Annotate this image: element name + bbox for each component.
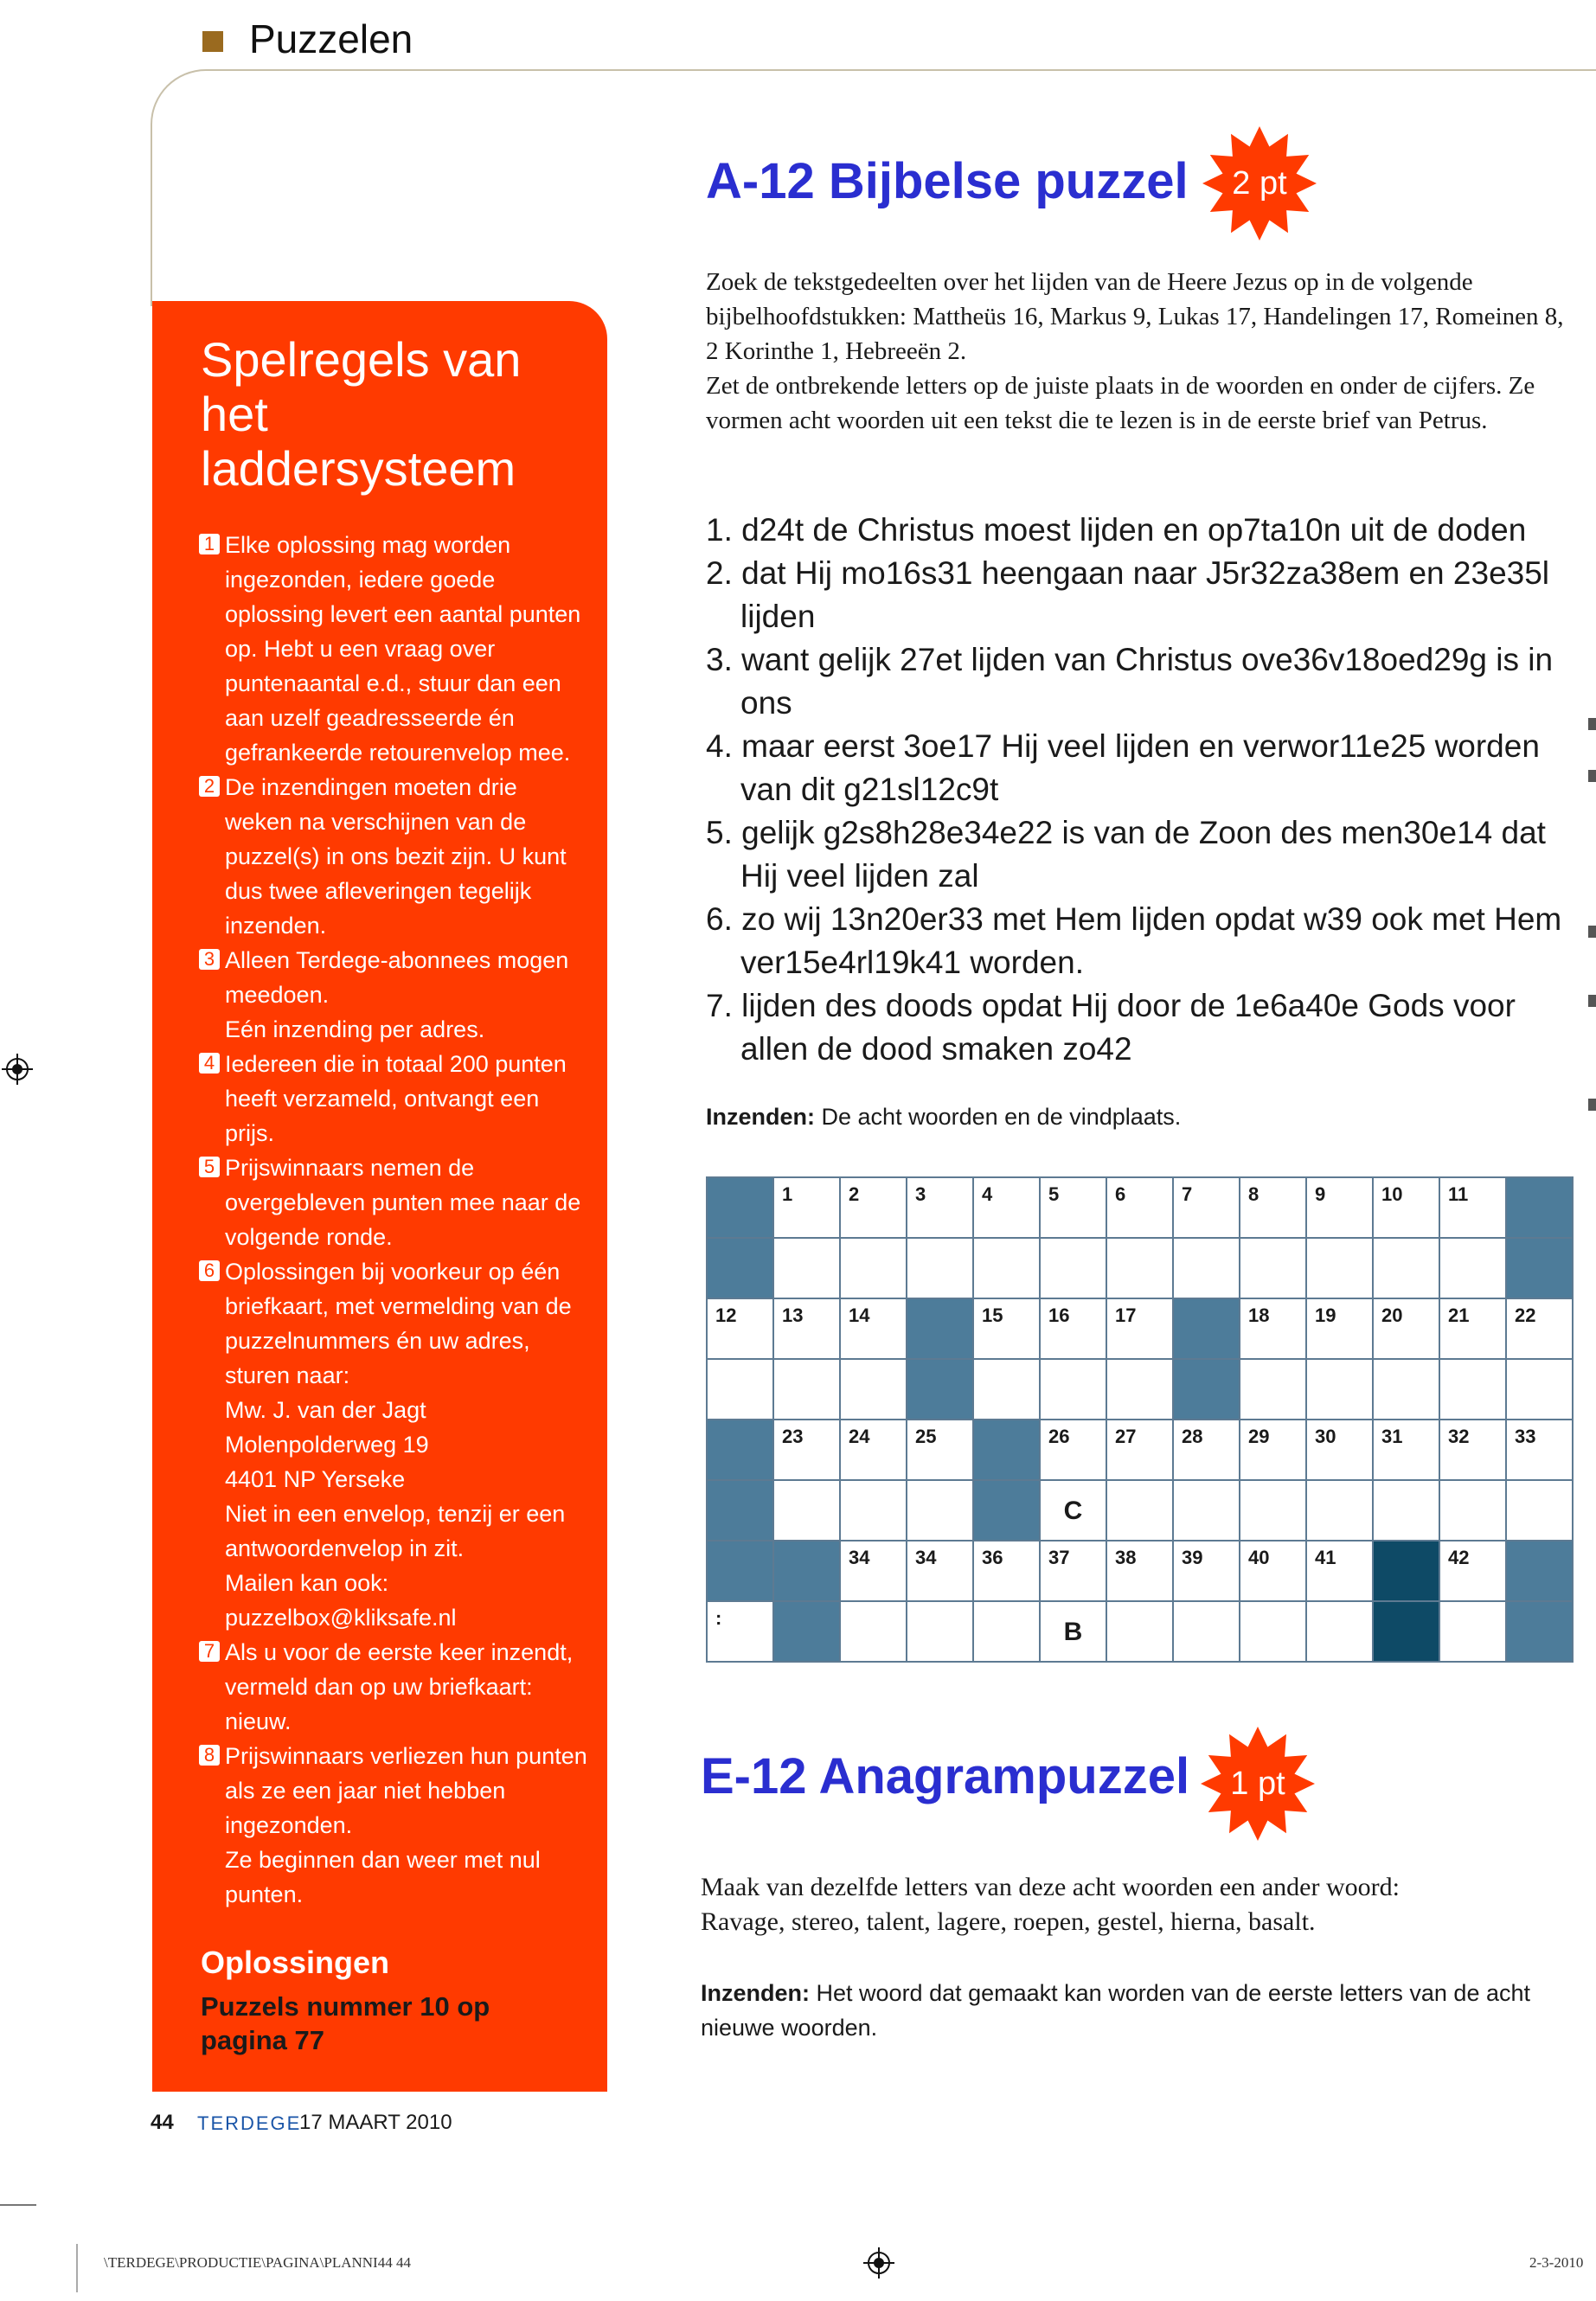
grid-cell[interactable] bbox=[773, 1238, 840, 1298]
cell-number: 31 bbox=[1381, 1426, 1403, 1447]
grid-block bbox=[1373, 1541, 1439, 1601]
grid-cell[interactable] bbox=[973, 1238, 1040, 1298]
submit-label: Inzenden: bbox=[701, 1980, 810, 2006]
cell-number: 11 bbox=[1448, 1183, 1469, 1205]
grid-block bbox=[1506, 1601, 1573, 1662]
grid-row bbox=[707, 1298, 1573, 1359]
cell-number: 14 bbox=[849, 1304, 870, 1326]
grid-cell[interactable] bbox=[907, 1238, 973, 1298]
rule-extra-line: Molenpolderweg 19 bbox=[225, 1432, 429, 1458]
grid-cell[interactable] bbox=[1173, 1238, 1240, 1298]
grid-cell[interactable] bbox=[1373, 1359, 1439, 1420]
grid-cell[interactable] bbox=[1506, 1420, 1573, 1480]
grid-cell[interactable] bbox=[1373, 1177, 1439, 1238]
cell-number: 25 bbox=[915, 1426, 937, 1447]
grid-cell[interactable] bbox=[1173, 1420, 1240, 1480]
clue-item: 6. zo wij 13n20er33 met Hem lijden opdat w39 ook met Hem ver15e4rl19k41 worden. bbox=[706, 901, 1562, 980]
puzzle-a-intro bbox=[706, 265, 1575, 438]
grid-block bbox=[1173, 1298, 1240, 1359]
grid-cell[interactable] bbox=[1373, 1238, 1439, 1298]
grid-row bbox=[707, 1359, 1573, 1420]
grid-cell[interactable] bbox=[707, 1298, 773, 1359]
grid-cell[interactable] bbox=[1306, 1480, 1373, 1541]
grid-block bbox=[707, 1541, 773, 1601]
grid-cell[interactable] bbox=[1173, 1601, 1240, 1662]
grid-cell[interactable] bbox=[1373, 1480, 1439, 1541]
grid-cell[interactable] bbox=[707, 1359, 773, 1420]
cell-number: 12 bbox=[715, 1304, 737, 1326]
grid-cell[interactable] bbox=[1506, 1359, 1573, 1420]
cell-number: 34 bbox=[849, 1547, 870, 1568]
rule-number: 7 bbox=[199, 1641, 220, 1662]
cell-letter: C bbox=[1063, 1497, 1083, 1525]
grid-cell[interactable] bbox=[773, 1420, 840, 1480]
grid-cell[interactable] bbox=[707, 1601, 773, 1662]
cell-number: 34 bbox=[915, 1547, 937, 1568]
intro-paragraph: Ravage, stereo, talent, lagere, roepen, gestel, hierna, basalt. bbox=[701, 1907, 1316, 1936]
grid-cell[interactable] bbox=[1106, 1601, 1173, 1662]
rule-extra-line: Eén inzending per adres. bbox=[225, 1016, 485, 1042]
grid-cell[interactable] bbox=[1040, 1480, 1106, 1541]
grid-cell[interactable] bbox=[1240, 1359, 1306, 1420]
rule-number: 1 bbox=[199, 534, 220, 554]
grid-block bbox=[773, 1601, 840, 1662]
grid-cell[interactable] bbox=[1106, 1177, 1173, 1238]
rule-item bbox=[199, 943, 588, 1047]
rule-number: 5 bbox=[199, 1157, 220, 1177]
grid-row bbox=[707, 1601, 1573, 1662]
grid-block bbox=[1506, 1238, 1573, 1298]
cell-number: 37 bbox=[1048, 1547, 1070, 1568]
rule-text: Oplossingen bij voorkeur op één briefkaart, met vermelding van de puzzelnummers én uw adres, sturen naar: bbox=[225, 1259, 572, 1388]
cell-number: 17 bbox=[1115, 1304, 1137, 1326]
cell-number: 15 bbox=[982, 1304, 1003, 1326]
grid-cell[interactable] bbox=[1173, 1480, 1240, 1541]
grid-cell[interactable] bbox=[1439, 1601, 1506, 1662]
edge-fragment bbox=[1588, 926, 1596, 938]
grid-cell[interactable] bbox=[1040, 1238, 1106, 1298]
cell-number: 13 bbox=[782, 1304, 804, 1326]
grid-cell[interactable] bbox=[1240, 1541, 1306, 1601]
grid-block bbox=[1506, 1177, 1573, 1238]
magazine-name: TERDEGE bbox=[197, 2112, 302, 2134]
cell-number: 21 bbox=[1448, 1304, 1470, 1326]
grid-cell[interactable] bbox=[1106, 1541, 1173, 1601]
grid-cell[interactable] bbox=[973, 1177, 1040, 1238]
grid-cell[interactable] bbox=[773, 1177, 840, 1238]
crop-mark bbox=[0, 2204, 36, 2206]
crop-mark bbox=[76, 2244, 78, 2292]
rule-extra-line: Mw. J. van der Jagt bbox=[225, 1397, 426, 1423]
rule-text: Prijswinnaars verliezen hun punten als ze een jaar niet hebben ingezonden. bbox=[225, 1743, 587, 1838]
clue-item: 5. gelijk g2s8h28e34e22 is van de Zoon des men30e14 dat Hij veel lijden zal bbox=[706, 815, 1546, 894]
page-number: 44 bbox=[151, 2111, 174, 2134]
grid-cell[interactable] bbox=[973, 1359, 1040, 1420]
rule-number: 4 bbox=[199, 1053, 220, 1074]
cell-number: 4 bbox=[982, 1183, 993, 1205]
rule-item bbox=[199, 528, 588, 770]
rule-text: Alleen Terdege-abonnees mogen meedoen. bbox=[225, 947, 569, 1008]
grid-cell[interactable] bbox=[1306, 1177, 1373, 1238]
rule-extra-line: Niet in een envelop, tenzij er een antwoordenvelop in zit. bbox=[225, 1501, 566, 1561]
rule-extra-line: 4401 NP Yerseke bbox=[225, 1466, 406, 1492]
edge-fragment bbox=[1588, 718, 1596, 730]
grid-cell[interactable] bbox=[840, 1359, 907, 1420]
grid-cell[interactable] bbox=[1106, 1298, 1173, 1359]
grid-cell[interactable] bbox=[1040, 1298, 1106, 1359]
grid-cell[interactable] bbox=[1439, 1420, 1506, 1480]
cell-letter: B bbox=[1063, 1618, 1083, 1646]
registration-mark-icon bbox=[2, 1054, 33, 1085]
print-slug-date: 2-3-2010 bbox=[1529, 2254, 1584, 2271]
grid-cell[interactable] bbox=[1106, 1238, 1173, 1298]
grid-cell[interactable] bbox=[1306, 1420, 1373, 1480]
grid-cell[interactable] bbox=[773, 1480, 840, 1541]
grid-cell[interactable] bbox=[907, 1541, 973, 1601]
intro-paragraph: Maak van dezelfde letters van deze acht woorden een ander woord: bbox=[701, 1873, 1400, 1901]
cell-number: 41 bbox=[1315, 1547, 1336, 1568]
rules-sidebar bbox=[152, 301, 607, 2092]
puzzle-a-title: A-12 Bijbelse puzzel bbox=[706, 153, 1189, 209]
grid-cell[interactable] bbox=[1240, 1420, 1306, 1480]
grid-block bbox=[707, 1420, 773, 1480]
grid-block bbox=[1373, 1601, 1439, 1662]
rule-extra-line: Mailen kan ook: bbox=[225, 1570, 389, 1596]
clue-item: 4. maar eerst 3oe17 Hij veel lijden en verwor11e25 worden van dit g21sl12c9t bbox=[706, 728, 1540, 807]
cell-number: 29 bbox=[1248, 1426, 1270, 1447]
clue-item: 1. d24t de Christus moest lijden en op7ta10n uit de doden bbox=[706, 512, 1527, 548]
grid-cell[interactable] bbox=[1439, 1238, 1506, 1298]
grid-cell[interactable] bbox=[1306, 1601, 1373, 1662]
grid-cell[interactable] bbox=[1106, 1480, 1173, 1541]
submit-text: Het woord dat gemaakt kan worden van de eerste letters van de acht nieuwe woorden. bbox=[701, 1980, 1530, 2041]
section-title: Puzzelen bbox=[249, 16, 413, 61]
grid-row bbox=[707, 1420, 1573, 1480]
grid-block bbox=[707, 1177, 773, 1238]
grid-block bbox=[773, 1541, 840, 1601]
grid-cell[interactable] bbox=[1439, 1480, 1506, 1541]
grid-cell[interactable] bbox=[840, 1480, 907, 1541]
grid-block bbox=[907, 1359, 973, 1420]
starburst-icon bbox=[1201, 125, 1318, 242]
edge-text-fragments bbox=[1588, 718, 1596, 1150]
grid-cell[interactable] bbox=[1040, 1420, 1106, 1480]
intro-paragraph: Zet de ontbrekende letters op de juiste plaats in de woorden en onder de cijfers. Ze vormen acht woorden uit een tekst die te lezen is in de eerste brief van Petrus. bbox=[706, 372, 1535, 434]
registration-mark-icon bbox=[863, 2247, 894, 2279]
cell-number: 22 bbox=[1515, 1304, 1536, 1326]
rule-item bbox=[199, 1047, 588, 1150]
rule-number: 3 bbox=[199, 949, 220, 970]
rule-text: Elke oplossing mag worden ingezonden, iedere goede oplossing levert een aantal punten op. Hebt u een vraag over puntenaantal e.d., stuur dan een aan uzelf geadresseerde én gefrankeerde retourenvelop mee. bbox=[225, 532, 581, 766]
points-label-e: 1 pt bbox=[1230, 1766, 1285, 1802]
points-badge-a bbox=[1201, 125, 1318, 242]
cell-number: 1 bbox=[782, 1183, 793, 1205]
cell-number: 2 bbox=[849, 1183, 860, 1205]
rule-text: Prijswinnaars nemen de overgebleven punten mee naar de volgende ronde. bbox=[225, 1155, 581, 1250]
cell-number: 36 bbox=[982, 1547, 1003, 1568]
submit-text: De acht woorden en de vindplaats. bbox=[821, 1104, 1182, 1130]
sidebar-title: Spelregels van het laddersysteem bbox=[201, 332, 522, 496]
rule-extra-line: puzzelbox@kliksafe.nl bbox=[225, 1605, 457, 1631]
grid-row bbox=[707, 1177, 1573, 1238]
grid-cell[interactable] bbox=[1240, 1480, 1306, 1541]
cell-number: 38 bbox=[1115, 1547, 1137, 1568]
grid-cell[interactable] bbox=[907, 1420, 973, 1480]
grid-cell[interactable] bbox=[1040, 1177, 1106, 1238]
grid-cell[interactable] bbox=[1306, 1298, 1373, 1359]
cell-number: 32 bbox=[1448, 1426, 1470, 1447]
clue-item: 3. want gelijk 27et lijden van Christus ove36v18oed29g is in ons bbox=[706, 642, 1554, 721]
rule-text: De inzendingen moeten drie weken na verschijnen van de puzzel(s) in ons bezit zijn. U kunt dus twee afleveringen tegelijk inzenden. bbox=[225, 774, 567, 939]
cell-number: 39 bbox=[1182, 1547, 1203, 1568]
puzzle-e-title: E-12 Anagrampuzzel bbox=[701, 1748, 1190, 1804]
grid-cell[interactable] bbox=[1173, 1177, 1240, 1238]
grid-cell[interactable] bbox=[1306, 1541, 1373, 1601]
edge-fragment bbox=[1588, 995, 1596, 1007]
rule-number: 6 bbox=[199, 1260, 220, 1281]
grid-cell[interactable] bbox=[1306, 1238, 1373, 1298]
cell-number: : bbox=[715, 1607, 722, 1629]
cell-number: 27 bbox=[1115, 1426, 1137, 1447]
cell-number: 23 bbox=[782, 1426, 804, 1447]
grid-block bbox=[707, 1238, 773, 1298]
cell-number: 26 bbox=[1048, 1426, 1070, 1447]
cell-number: 20 bbox=[1381, 1304, 1403, 1326]
cell-number: 10 bbox=[1381, 1183, 1403, 1205]
clue-item: 2. dat Hij mo16s31 heengaan naar J5r32za38em en 23e35l lijden bbox=[706, 555, 1550, 634]
grid-cell[interactable] bbox=[1240, 1238, 1306, 1298]
grid-block bbox=[1506, 1541, 1573, 1601]
cell-number: 18 bbox=[1248, 1304, 1270, 1326]
cell-number: 42 bbox=[1448, 1547, 1470, 1568]
section-marker bbox=[202, 31, 223, 52]
submit-label: Inzenden: bbox=[706, 1104, 815, 1130]
grid-cell[interactable] bbox=[973, 1541, 1040, 1601]
cell-number: 8 bbox=[1248, 1183, 1259, 1205]
cell-number: 19 bbox=[1315, 1304, 1336, 1326]
grid-cell[interactable] bbox=[1106, 1420, 1173, 1480]
grid-cell[interactable] bbox=[773, 1298, 840, 1359]
rule-item bbox=[199, 1739, 588, 1912]
cell-number: 40 bbox=[1248, 1547, 1270, 1568]
rules-list bbox=[199, 528, 588, 1912]
solutions-title: Oplossingen bbox=[201, 1945, 390, 1980]
grid-cell[interactable] bbox=[1040, 1541, 1106, 1601]
grid-cell[interactable] bbox=[1240, 1177, 1306, 1238]
grid-cell[interactable] bbox=[840, 1298, 907, 1359]
issue-date: 17 MAART 2010 bbox=[299, 2111, 452, 2134]
rule-extra-line: Ze beginnen dan weer met nul punten. bbox=[225, 1847, 541, 1907]
grid-cell[interactable] bbox=[1306, 1359, 1373, 1420]
puzzle-grid bbox=[706, 1176, 1574, 1663]
grid-cell[interactable] bbox=[907, 1177, 973, 1238]
rule-item bbox=[199, 1254, 588, 1635]
grid-cell[interactable] bbox=[840, 1601, 907, 1662]
grid-block bbox=[973, 1420, 1040, 1480]
solutions-subtitle: Puzzels nummer 10 op pagina 77 bbox=[201, 1991, 490, 2055]
grid-block bbox=[907, 1298, 973, 1359]
cell-number: 30 bbox=[1315, 1426, 1336, 1447]
grid-cell[interactable] bbox=[973, 1298, 1040, 1359]
rule-number: 2 bbox=[199, 776, 220, 797]
grid-block bbox=[973, 1480, 1040, 1541]
rule-text: Als u voor de eerste keer inzendt, vermeld dan op uw briefkaart: nieuw. bbox=[225, 1639, 574, 1734]
cell-number: 28 bbox=[1182, 1426, 1203, 1447]
grid-cell[interactable] bbox=[907, 1601, 973, 1662]
cell-number: 3 bbox=[915, 1183, 926, 1205]
cell-number: 7 bbox=[1182, 1183, 1193, 1205]
edge-fragment bbox=[1588, 1099, 1596, 1111]
grid-cell[interactable] bbox=[1506, 1480, 1573, 1541]
edge-fragment bbox=[1588, 770, 1596, 782]
grid-cell[interactable] bbox=[1173, 1541, 1240, 1601]
grid-cell[interactable] bbox=[1439, 1359, 1506, 1420]
intro-paragraph: Zoek de tekstgedeelten over het lijden van de Heere Jezus op in de volgende bijbelhoofdstukken: Mattheüs 16, Markus 9, Lukas 17, Handelingen 17, Romeinen 8, 2 Korinthe 1, Hebreeën 2. bbox=[706, 268, 1564, 365]
cell-number: 24 bbox=[849, 1426, 870, 1447]
grid-cell[interactable] bbox=[840, 1420, 907, 1480]
grid-cell[interactable] bbox=[1040, 1359, 1106, 1420]
print-slug: \TERDEGE\PRODUCTIE\PAGINA\PLANNI44 44 bbox=[104, 2254, 411, 2271]
grid-cell[interactable] bbox=[840, 1238, 907, 1298]
points-label-a: 2 pt bbox=[1232, 165, 1287, 202]
clue-list bbox=[706, 509, 1580, 1071]
grid-cell[interactable] bbox=[1373, 1420, 1439, 1480]
puzzle-e-intro bbox=[701, 1870, 1566, 1939]
grid-cell[interactable] bbox=[1439, 1177, 1506, 1238]
puzzle-e-submit-note bbox=[701, 1976, 1566, 2045]
rule-item bbox=[199, 770, 588, 943]
cell-number: 5 bbox=[1048, 1183, 1060, 1205]
grid-cell[interactable] bbox=[1106, 1359, 1173, 1420]
grid-cell[interactable] bbox=[1240, 1601, 1306, 1662]
puzzle-a-submit-note bbox=[706, 1104, 1571, 1131]
grid-cell[interactable] bbox=[907, 1480, 973, 1541]
grid-cell[interactable] bbox=[1373, 1298, 1439, 1359]
grid-block bbox=[1173, 1359, 1240, 1420]
clue-item: 7. lijden des doods opdat Hij door de 1e6a40e Gods voor allen de dood smaken zo42 bbox=[706, 988, 1516, 1067]
grid-row bbox=[707, 1238, 1573, 1298]
grid-cell[interactable] bbox=[1506, 1298, 1573, 1359]
grid-cell[interactable] bbox=[840, 1177, 907, 1238]
points-badge-e bbox=[1199, 1725, 1317, 1843]
cell-number: 16 bbox=[1048, 1304, 1070, 1326]
cell-number: 9 bbox=[1315, 1183, 1326, 1205]
rule-text: Iedereen die in totaal 200 punten heeft verzameld, ontvangt een prijs. bbox=[225, 1051, 567, 1146]
grid-cell[interactable] bbox=[1439, 1298, 1506, 1359]
grid-cell[interactable] bbox=[1240, 1298, 1306, 1359]
grid-cell[interactable] bbox=[1439, 1541, 1506, 1601]
rule-number: 8 bbox=[199, 1745, 220, 1766]
grid-row bbox=[707, 1541, 1573, 1601]
rule-item bbox=[199, 1150, 588, 1254]
grid-cell[interactable] bbox=[773, 1359, 840, 1420]
starburst-icon bbox=[1199, 1725, 1317, 1843]
grid-cell[interactable] bbox=[1040, 1601, 1106, 1662]
grid-cell[interactable] bbox=[973, 1601, 1040, 1662]
rule-item bbox=[199, 1635, 588, 1739]
cell-number: 33 bbox=[1515, 1426, 1536, 1447]
grid-cell[interactable] bbox=[840, 1541, 907, 1601]
grid-block bbox=[707, 1480, 773, 1541]
cell-number: 6 bbox=[1115, 1183, 1126, 1205]
grid-row bbox=[707, 1480, 1573, 1541]
